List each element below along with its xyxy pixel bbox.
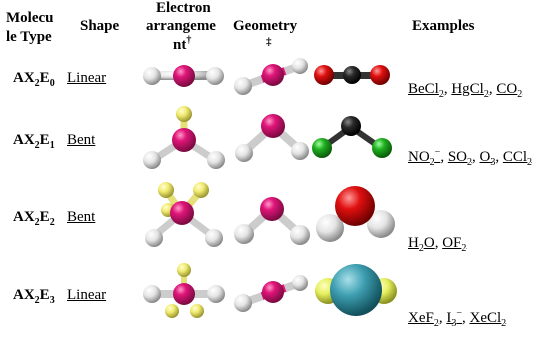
example-of2-link[interactable]: $OF_2$ bbox=[442, 235, 467, 254]
row-2-electron-model bbox=[143, 106, 225, 169]
header-type-line2: le Type bbox=[6, 29, 52, 45]
row-3-type: $AX_2E_2$ bbox=[13, 209, 55, 228]
row-3-shape-link[interactable]: Bent bbox=[67, 209, 96, 225]
example-ccl2-link[interactable]: CCl$_2$ bbox=[502, 149, 533, 168]
row-3-geometry-model bbox=[234, 197, 310, 245]
example-so2-link[interactable]: $SO_2$ bbox=[447, 149, 472, 168]
footnote-dagger: † bbox=[186, 35, 192, 46]
row-1-type: $AX_2E_0$ bbox=[13, 70, 55, 89]
header-geometry: Geometry bbox=[233, 18, 298, 34]
example-hgcl2-link[interactable]: HgCl$_2$ bbox=[451, 81, 489, 100]
example-xecl2-link[interactable]: XeCl$_2$ bbox=[469, 310, 507, 329]
example-no2-minus-link[interactable]: $NO_2^-$ bbox=[408, 147, 441, 168]
row-4-type: $AX_2E_3$ bbox=[13, 287, 55, 306]
header-type-line1: Molecu bbox=[6, 10, 54, 26]
row-2-type: $AX_2E_1$ bbox=[13, 132, 55, 151]
row-3-electron-model bbox=[145, 182, 223, 247]
header-shape: Shape bbox=[80, 18, 120, 34]
row-2-geometry-model bbox=[235, 114, 309, 162]
row-3-examples: $H_2O$, $OF_2$ bbox=[408, 235, 467, 254]
row-4-geometry-model bbox=[234, 275, 308, 312]
row-2-shape-link[interactable]: Bent bbox=[67, 132, 96, 148]
header-examples: Examples bbox=[412, 18, 475, 34]
row-4-examples: XeF$_2$, $I_3^-$, XeCl$_2$ bbox=[408, 308, 507, 329]
example-becl2-link[interactable]: BeCl$_2$ bbox=[408, 81, 444, 100]
row-3-example-model bbox=[316, 186, 395, 242]
row-1-electron-model bbox=[143, 65, 224, 87]
row-4-example-model bbox=[315, 264, 397, 316]
example-xef2-link[interactable]: XeF$_2$ bbox=[408, 310, 439, 329]
row-4-electron-model bbox=[143, 263, 225, 318]
example-co2-link[interactable]: $CO_2$ bbox=[496, 81, 523, 100]
row-1-example-model bbox=[314, 65, 390, 85]
row-4-shape-link[interactable]: Linear bbox=[67, 287, 107, 303]
row-1-examples: BeCl$_2$, HgCl$_2$, $CO_2$ bbox=[408, 81, 523, 100]
row-1-shape-link[interactable]: Linear bbox=[67, 70, 107, 86]
row-2-examples: $NO_2^-$, $SO_2$, $O_3$, CCl$_2$ bbox=[408, 147, 533, 168]
header-electron-line2: arrangeme bbox=[146, 18, 216, 34]
example-o3-link[interactable]: $O_3$ bbox=[479, 149, 496, 168]
row-1-geometry-model bbox=[234, 58, 308, 95]
footnote-double-dagger: ‡ bbox=[266, 36, 272, 48]
header-electron-line1: Electron bbox=[156, 0, 211, 16]
header-electron-line3: nt† bbox=[173, 35, 192, 53]
example-h2o-link[interactable]: $H_2O$ bbox=[408, 235, 435, 254]
example-i3-minus-link[interactable]: $I_3^-$ bbox=[446, 308, 462, 329]
row-2-example-model bbox=[312, 116, 392, 158]
